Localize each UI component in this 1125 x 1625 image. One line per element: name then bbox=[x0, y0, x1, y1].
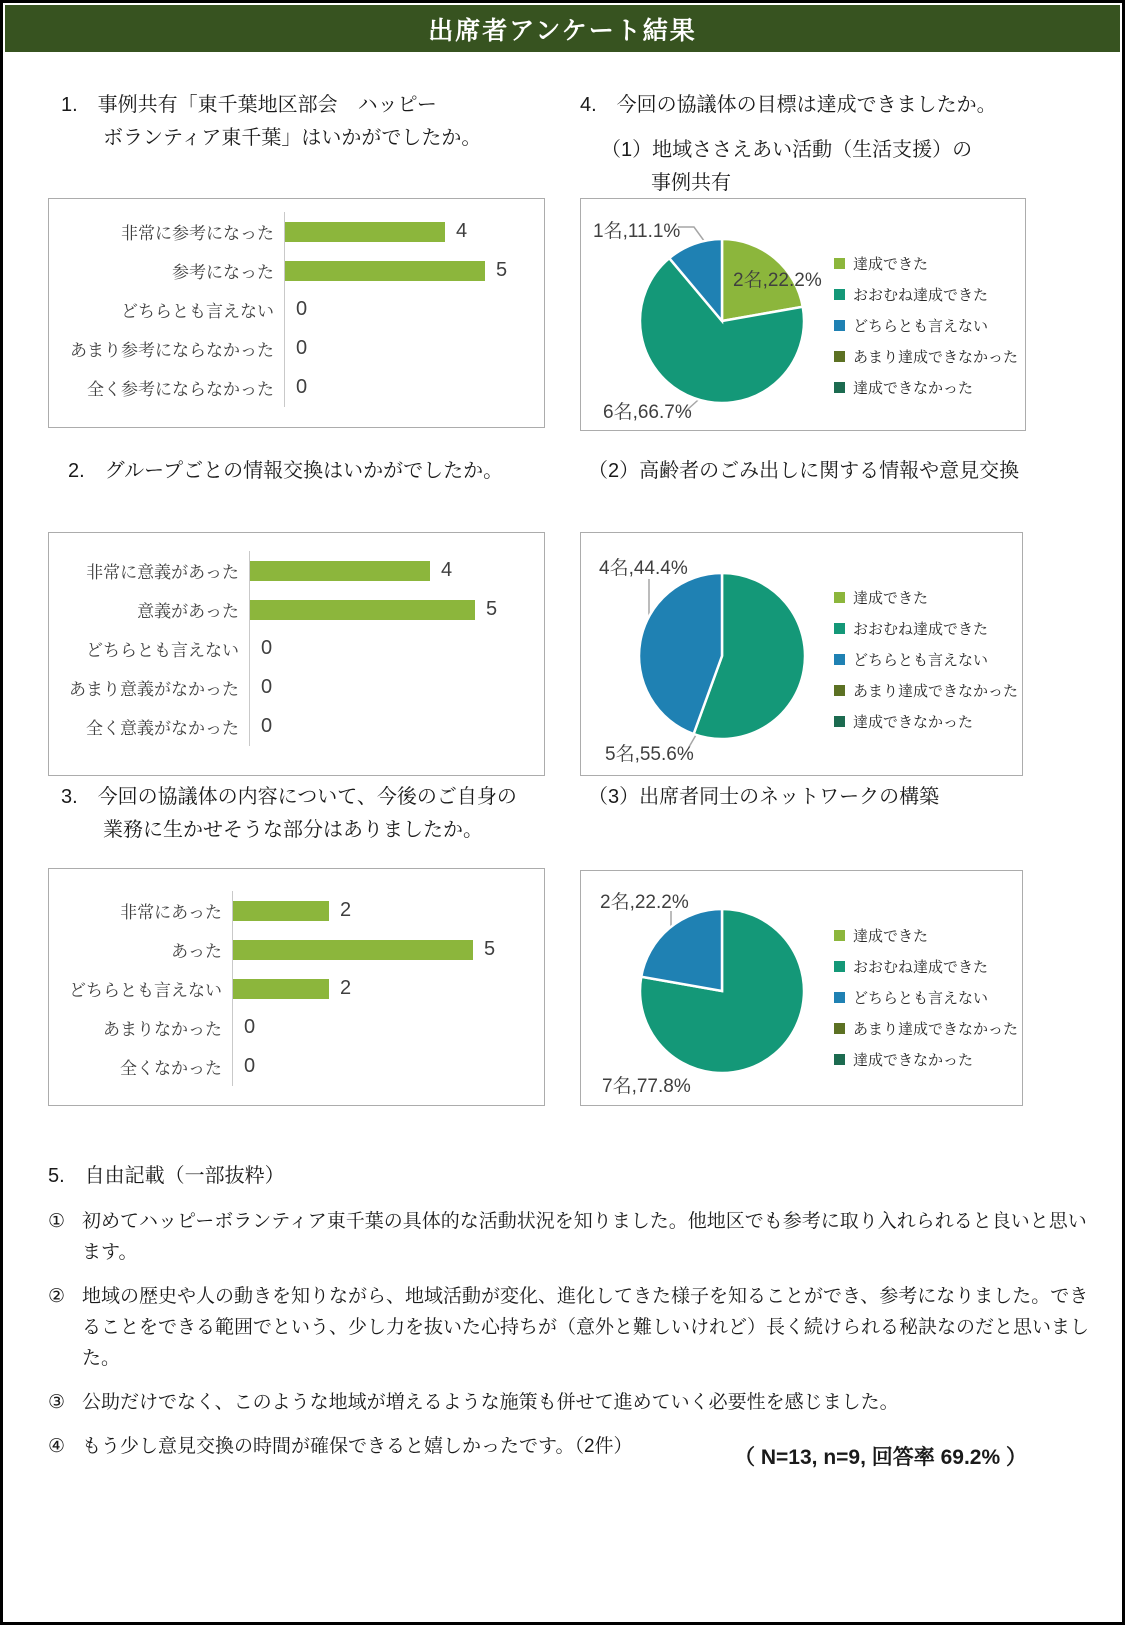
legend-label: 達成できた bbox=[853, 256, 929, 273]
pie-slice-label: 1名,11.1% bbox=[593, 221, 681, 242]
pie-legend bbox=[834, 582, 1018, 737]
bar-row bbox=[49, 969, 544, 1008]
bar-category-label: 非常に参考になった bbox=[121, 224, 274, 243]
bar-value: 4 bbox=[456, 220, 468, 242]
pie-slice-label: 2名,22.2% bbox=[733, 270, 822, 291]
pie-slice-label: 5名,55.6% bbox=[605, 744, 694, 765]
bar bbox=[233, 979, 329, 999]
item-text: もう少し意見交換の時間が確保できると嬉しかったです。（2件） bbox=[82, 1436, 633, 1457]
legend-item bbox=[834, 279, 1018, 310]
legend-label: あまり達成できなかった bbox=[853, 683, 1019, 700]
legend-item bbox=[834, 920, 1018, 951]
bar-category-label: どちらとも言えない bbox=[121, 302, 274, 321]
question-4-sub2-title bbox=[588, 455, 1019, 488]
bar-track bbox=[232, 891, 544, 930]
bar-category-label: 非常にあった bbox=[120, 903, 222, 922]
bar-row bbox=[49, 668, 544, 707]
bar-row bbox=[49, 707, 544, 746]
bar-track bbox=[232, 930, 544, 969]
legend-label: おおむね達成できた bbox=[853, 959, 989, 976]
question-3-line1: 3. 今回の協議体の内容について、今後のご自身の bbox=[61, 786, 517, 808]
bar-category-label: 全く参考にならなかった bbox=[87, 380, 274, 399]
response-rate-note: （ N=13, n=9, 回答率 69.2% ） bbox=[734, 1446, 1027, 1469]
legend-swatch-icon bbox=[834, 992, 845, 1003]
item-number: ② bbox=[48, 1286, 66, 1307]
legend-item bbox=[834, 1044, 1018, 1075]
legend-swatch-icon bbox=[834, 592, 845, 603]
question-4-title bbox=[580, 89, 997, 122]
bar-category-label: 全く意義がなかった bbox=[86, 719, 239, 738]
bar-track bbox=[249, 668, 544, 707]
legend-swatch-icon bbox=[834, 716, 845, 727]
legend-swatch-icon bbox=[834, 289, 845, 300]
legend-label: 達成できなかった bbox=[853, 1052, 974, 1069]
legend-swatch-icon bbox=[834, 930, 845, 941]
bar-category-label: 意義があった bbox=[137, 602, 239, 621]
question-1-line2: ボランティア東千葉」はいかがでしたか。 bbox=[103, 127, 482, 149]
bar-track bbox=[284, 290, 544, 329]
legend-item bbox=[834, 982, 1018, 1013]
bar-value: 2 bbox=[340, 977, 352, 999]
bar-row bbox=[49, 590, 544, 629]
pie-slice-label: 4名,44.4% bbox=[599, 558, 688, 579]
bar-track bbox=[249, 590, 544, 629]
question-3-line2: 業務に生かせそうな部分はありましたか。 bbox=[103, 819, 483, 841]
legend-swatch-icon bbox=[834, 258, 845, 269]
legend-item bbox=[834, 248, 1018, 279]
legend-label: 達成できた bbox=[853, 590, 929, 607]
bar-row bbox=[49, 891, 544, 930]
legend-item bbox=[834, 706, 1018, 737]
page-title: 出席者アンケート結果 bbox=[5, 5, 1120, 52]
bar bbox=[233, 940, 473, 960]
bar-value: 0 bbox=[261, 637, 273, 659]
pie-slice-label: 6名,66.7% bbox=[603, 402, 692, 423]
legend-item bbox=[834, 951, 1018, 982]
bar-value: 4 bbox=[441, 559, 453, 581]
item-text: 公助だけでなく、このような地域が増えるような施策も併せて進めていく必要性を感じました。 bbox=[82, 1392, 899, 1413]
bar-value: 0 bbox=[244, 1016, 256, 1038]
bar-value: 5 bbox=[486, 598, 498, 620]
bar bbox=[250, 600, 475, 620]
bar-track bbox=[284, 212, 544, 251]
item-text: 地域の歴史や人の動きを知りながら、地域活動が変化、進化してきた様子を知ることができ、参考になりました。できることをできる範囲でという、少し力を抜いた心持ちが（意外と難しいけれど）長く続けられる秘訣なのだと思いました。 bbox=[82, 1286, 1090, 1369]
bar-category-label: あまり参考にならなかった bbox=[70, 341, 274, 360]
bar-category-label: あまり意義がなかった bbox=[69, 680, 239, 699]
legend-label: どちらとも言えない bbox=[853, 990, 989, 1007]
bar-row bbox=[49, 1047, 544, 1086]
pie-chart-goal-3 bbox=[580, 870, 1023, 1106]
bar-track bbox=[284, 329, 544, 368]
legend-label: あまり達成できなかった bbox=[853, 1021, 1019, 1038]
bar bbox=[233, 901, 329, 921]
bar-category-label: 参考になった bbox=[172, 263, 274, 282]
legend-label: おおむね達成できた bbox=[853, 621, 989, 638]
bar-track bbox=[232, 1008, 544, 1047]
sub3-line1: （3）出席者同士のネットワークの構築 bbox=[588, 786, 940, 808]
legend-item bbox=[834, 675, 1018, 706]
item-number: ④ bbox=[48, 1436, 66, 1457]
bar-value: 2 bbox=[340, 899, 352, 921]
bar bbox=[250, 561, 430, 581]
legend-item bbox=[834, 1013, 1018, 1044]
pie-chart-goal-2 bbox=[580, 532, 1023, 776]
bar-chart-q3 bbox=[48, 868, 545, 1106]
free-text-section bbox=[48, 1159, 1090, 1475]
bar-row bbox=[49, 329, 544, 368]
bar-row bbox=[49, 551, 544, 590]
question-1-line1: 1. 事例共有「東千葉地区部会 ハッピー bbox=[61, 94, 437, 116]
legend-swatch-icon bbox=[834, 961, 845, 972]
legend-label: おおむね達成できた bbox=[853, 287, 989, 304]
bar-track bbox=[284, 251, 544, 290]
bar-row bbox=[49, 212, 544, 251]
legend-swatch-icon bbox=[834, 685, 845, 696]
question-4-sub3-title bbox=[588, 781, 939, 814]
bar-row bbox=[49, 1008, 544, 1047]
question-4-line1: 4. 今回の協議体の目標は達成できましたか。 bbox=[580, 94, 997, 116]
legend-swatch-icon bbox=[834, 1023, 845, 1034]
legend-swatch-icon bbox=[834, 351, 845, 362]
bar bbox=[285, 222, 445, 242]
question-3-title bbox=[61, 781, 517, 847]
bar-value: 0 bbox=[244, 1055, 256, 1077]
legend-item bbox=[834, 582, 1018, 613]
bar-row bbox=[49, 290, 544, 329]
legend-item bbox=[834, 310, 1018, 341]
legend-item bbox=[834, 613, 1018, 644]
free-text-item bbox=[48, 1206, 1090, 1268]
bar-value: 0 bbox=[296, 376, 308, 398]
bar-category-label: 全くなかった bbox=[120, 1059, 222, 1078]
legend-item bbox=[834, 644, 1018, 675]
bar-value: 0 bbox=[261, 715, 273, 737]
legend-swatch-icon bbox=[834, 1054, 845, 1065]
pie-legend bbox=[834, 920, 1018, 1075]
legend-label: どちらとも言えない bbox=[853, 652, 989, 669]
sub1-line1: （1）地域ささえあい活動（生活支援）の bbox=[601, 139, 973, 161]
bar-category-label: どちらとも言えない bbox=[86, 641, 239, 660]
legend-item bbox=[834, 341, 1018, 372]
item-number: ① bbox=[48, 1211, 66, 1232]
pie-slice-label: 7名,77.8% bbox=[602, 1076, 691, 1097]
question-1-title bbox=[61, 89, 481, 155]
legend-swatch-icon bbox=[834, 623, 845, 634]
bar-category-label: あまりなかった bbox=[103, 1020, 222, 1039]
sub2-line1: （2）高齢者のごみ出しに関する情報や意見交換 bbox=[588, 460, 1020, 482]
bar-chart-q2 bbox=[48, 532, 545, 776]
bar-track bbox=[232, 969, 544, 1008]
legend-label: 達成できなかった bbox=[853, 380, 974, 397]
legend-label: 達成できなかった bbox=[853, 714, 974, 731]
bar-category-label: あった bbox=[171, 942, 222, 961]
bar-value: 0 bbox=[296, 298, 308, 320]
legend-swatch-icon bbox=[834, 320, 845, 331]
bar-row bbox=[49, 930, 544, 969]
bar-row bbox=[49, 251, 544, 290]
bar-track bbox=[232, 1047, 544, 1086]
bar-category-label: どちらとも言えない bbox=[69, 981, 222, 1000]
legend-label: あまり達成できなかった bbox=[853, 349, 1019, 366]
legend-item bbox=[834, 372, 1018, 403]
item-number: ③ bbox=[48, 1392, 66, 1413]
bar-value: 5 bbox=[484, 938, 496, 960]
free-text-item bbox=[48, 1281, 1090, 1374]
bar bbox=[285, 261, 485, 281]
bar-track bbox=[284, 368, 544, 407]
pie-chart-goal-1 bbox=[580, 198, 1026, 431]
bar-row bbox=[49, 368, 544, 407]
pie-slice-label: 2名,22.2% bbox=[600, 892, 689, 913]
question-2-line1: 2. グループごとの情報交換はいかがでしたか。 bbox=[68, 460, 504, 482]
question-4-sub1-title bbox=[601, 134, 972, 200]
bar-value: 0 bbox=[296, 337, 308, 359]
legend-swatch-icon bbox=[834, 654, 845, 665]
legend-label: どちらとも言えない bbox=[853, 318, 989, 335]
pie-legend bbox=[834, 248, 1018, 403]
bar-chart-q1 bbox=[48, 198, 545, 428]
bar-category-label: 非常に意義があった bbox=[86, 563, 239, 582]
pie-slice bbox=[641, 909, 722, 991]
bar-track bbox=[249, 551, 544, 590]
free-text-heading: 5. 自由記載（一部抜粋） bbox=[48, 1165, 285, 1187]
item-text: 初めてハッピーボランティア東千葉の具体的な活動状況を知りました。他地区でも参考に取り入れられると良いと思います。 bbox=[82, 1211, 1087, 1263]
legend-swatch-icon bbox=[834, 382, 845, 393]
bar-value: 5 bbox=[496, 259, 508, 281]
bar-value: 0 bbox=[261, 676, 273, 698]
bar-track bbox=[249, 707, 544, 746]
sub1-line2: 事例共有 bbox=[651, 172, 731, 194]
free-text-item bbox=[48, 1387, 1090, 1418]
bar-track bbox=[249, 629, 544, 668]
bar-row bbox=[49, 629, 544, 668]
question-2-title bbox=[68, 455, 503, 488]
legend-label: 達成できた bbox=[853, 928, 929, 945]
